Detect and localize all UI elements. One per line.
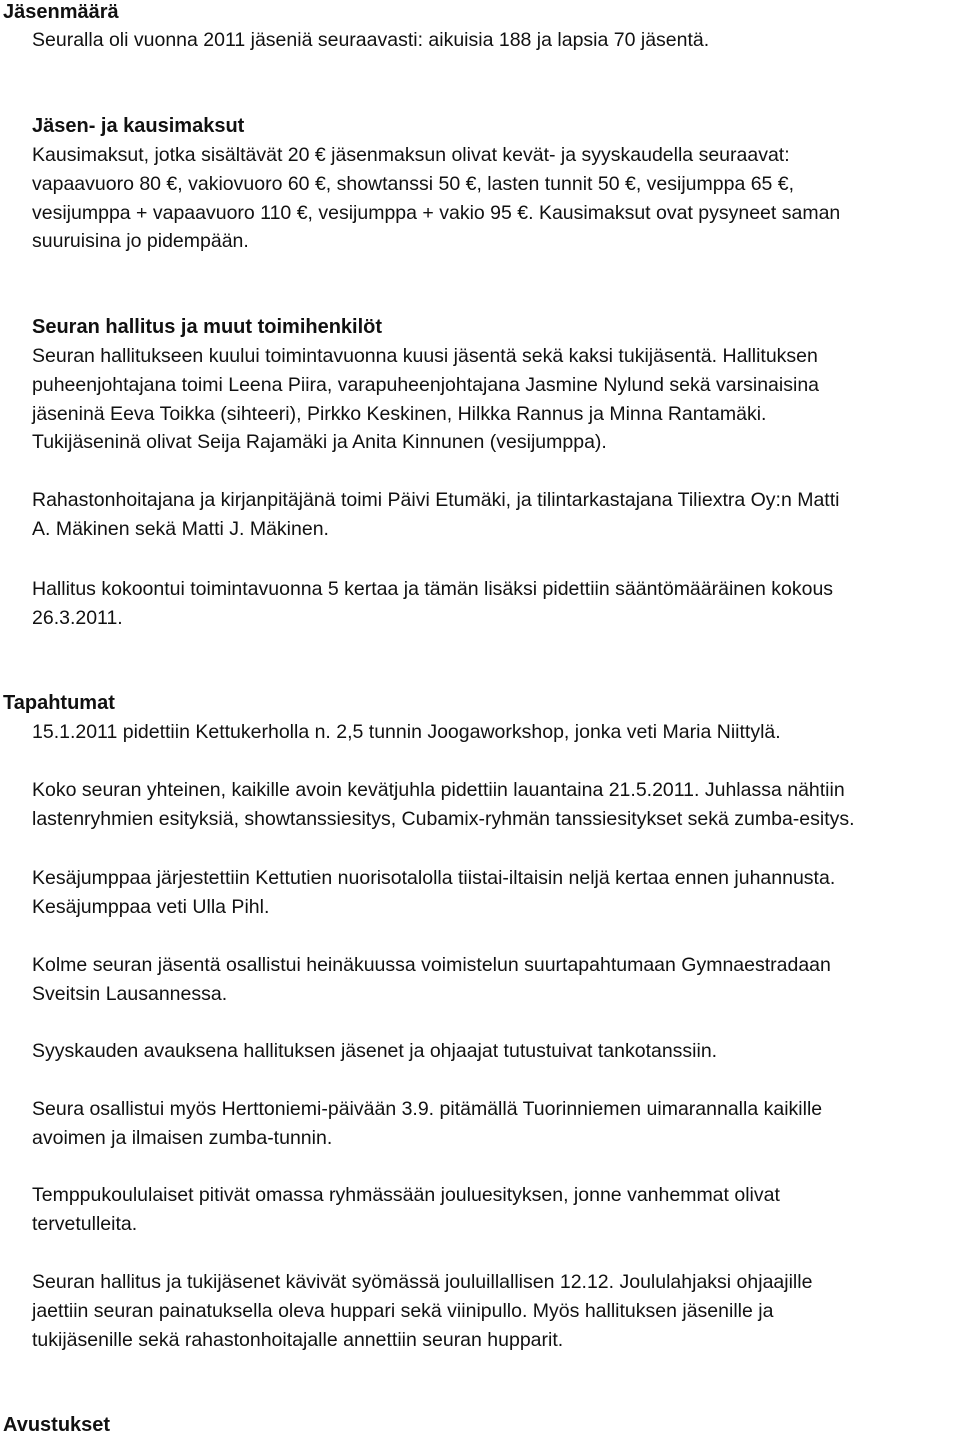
text-line: vesijumppa + vapaavuoro 110 €, vesijumppa + vakio 95 €. Kausimaksut ovat pysyneet saman bbox=[32, 201, 841, 224]
text-line: Kesäjumppaa veti Ulla Pihl. bbox=[32, 895, 270, 918]
text-line: Sveitsin Lausannessa. bbox=[32, 982, 228, 1005]
text-line: Tukijäseninä olivat Seija Rajamäki ja Anita Kinnunen (vesijumppa). bbox=[32, 431, 607, 454]
heading-fees: Jäsen- ja kausimaksut bbox=[32, 115, 245, 137]
text-line: Temppukoululaiset pitivät omassa ryhmässään jouluesityksen, jonne vanhemmat olivat bbox=[32, 1184, 780, 1206]
text-line: Hallitus kokoontui toimintavuonna 5 kertaa ja tämän lisäksi pidettiin sääntömääräinen kokous bbox=[32, 578, 834, 600]
text-line: vapaavuoro 80 €, vakiovuoro 60 €, showtanssi 50 €, lasten tunnit 50 €, vesijumppa 65 €, bbox=[32, 172, 795, 195]
heading-grants: Avustukset bbox=[3, 1414, 111, 1436]
paragraph-events-2 bbox=[32, 776, 957, 834]
text-line: tukijäsenille sekä rahastonhoitajalle annettiin seuran hupparit. bbox=[32, 1328, 564, 1351]
text-line: A. Mäkinen sekä Matti J. Mäkinen. bbox=[32, 517, 329, 540]
text-line: lastenryhmien esityksiä, showtanssiesitys, Cubamix-ryhmän tanssiesitykset sekä zumba-esitys. bbox=[32, 807, 855, 830]
heading-board: Seuran hallitus ja muut toimihenkilöt bbox=[32, 316, 383, 338]
paragraph-board-1 bbox=[32, 342, 957, 457]
text-line: Seura osallistui myös Herttoniemi-päivään 3.9. pitämällä Tuorinniemen uimarannalla kaikille bbox=[32, 1098, 823, 1120]
paragraph-events-7 bbox=[32, 1181, 957, 1239]
text-line: 26.3.2011. bbox=[32, 606, 123, 629]
text-line: Kolme seuran jäsentä osallistui heinäkuussa voimistelun suurtapahtumaan Gymnaestradaan bbox=[32, 954, 831, 976]
heading-membership: Jäsenmäärä bbox=[3, 1, 119, 23]
text-line: jaettiin seuran painatuksella oleva huppari sekä viinipullo. Myös hallituksen jäsenille ja bbox=[32, 1299, 774, 1322]
paragraph-board-2 bbox=[32, 486, 957, 544]
text-line: Kesäjumppaa järjestettiin Kettutien nuorisotalolla tiistai-iltaisin neljä kertaa ennen juhannusta. bbox=[32, 867, 836, 889]
paragraph-events-4 bbox=[32, 951, 957, 1009]
text-line: Rahastonhoitajana ja kirjanpitäjänä toimi Päivi Etumäki, ja tilintarkastajana Tiliextra Oy:n Matti bbox=[32, 489, 840, 511]
paragraph-events-8 bbox=[32, 1268, 957, 1354]
paragraph-events-1 bbox=[32, 718, 957, 747]
text-line: avoimen ja ilmaisen zumba-tunnin. bbox=[32, 1126, 333, 1149]
text-line: Koko seuran yhteinen, kaikille avoin kevätjuhla pidettiin lauantaina 21.5.2011. Juhlassa nähtiin bbox=[32, 779, 845, 801]
text-line: Seuralla oli vuonna 2011 jäseniä seuraavasti: aikuisia 188 ja lapsia 70 jäsentä. bbox=[32, 29, 710, 51]
text-line: puheenjohtajana toimi Leena Piira, varapuheenjohtajana Jasmine Nylund sekä varsinaisina bbox=[32, 373, 820, 396]
text-line: tervetulleita. bbox=[32, 1212, 138, 1235]
heading-events: Tapahtumat bbox=[3, 692, 115, 714]
paragraph-events-5 bbox=[32, 1037, 957, 1066]
paragraph-events-3 bbox=[32, 864, 957, 922]
paragraph-events-6 bbox=[32, 1095, 957, 1153]
paragraph-fees bbox=[32, 141, 957, 256]
text-line: jäseninä Eeva Toikka (sihteeri), Pirkko Keskinen, Hilkka Rannus ja Minna Rantamäki. bbox=[32, 402, 767, 425]
text-line: Syyskauden avauksena hallituksen jäsenet ja ohjaajat tutustuivat tankotanssiin. bbox=[32, 1040, 718, 1062]
text-line: 15.1.2011 pidettiin Kettukerholla n. 2,5 tunnin Joogaworkshop, jonka veti Maria Niittylä. bbox=[32, 721, 781, 743]
paragraph-membership bbox=[32, 26, 957, 55]
text-line: Seuran hallitus ja tukijäsenet kävivät syömässä jouluillallisen 12.12. Joululahjaksi ohjaajille bbox=[32, 1271, 813, 1293]
text-line: Seuran hallitukseen kuului toimintavuonna kuusi jäsentä sekä kaksi tukijäsentä. Hallituksen bbox=[32, 345, 818, 367]
text-line: Kausimaksut, jotka sisältävät 20 € jäsenmaksun olivat kevät- ja syyskaudella seuraavat: bbox=[32, 144, 790, 166]
text-line: suuruisina jo pidempään. bbox=[32, 230, 249, 253]
paragraph-board-3 bbox=[32, 575, 957, 633]
